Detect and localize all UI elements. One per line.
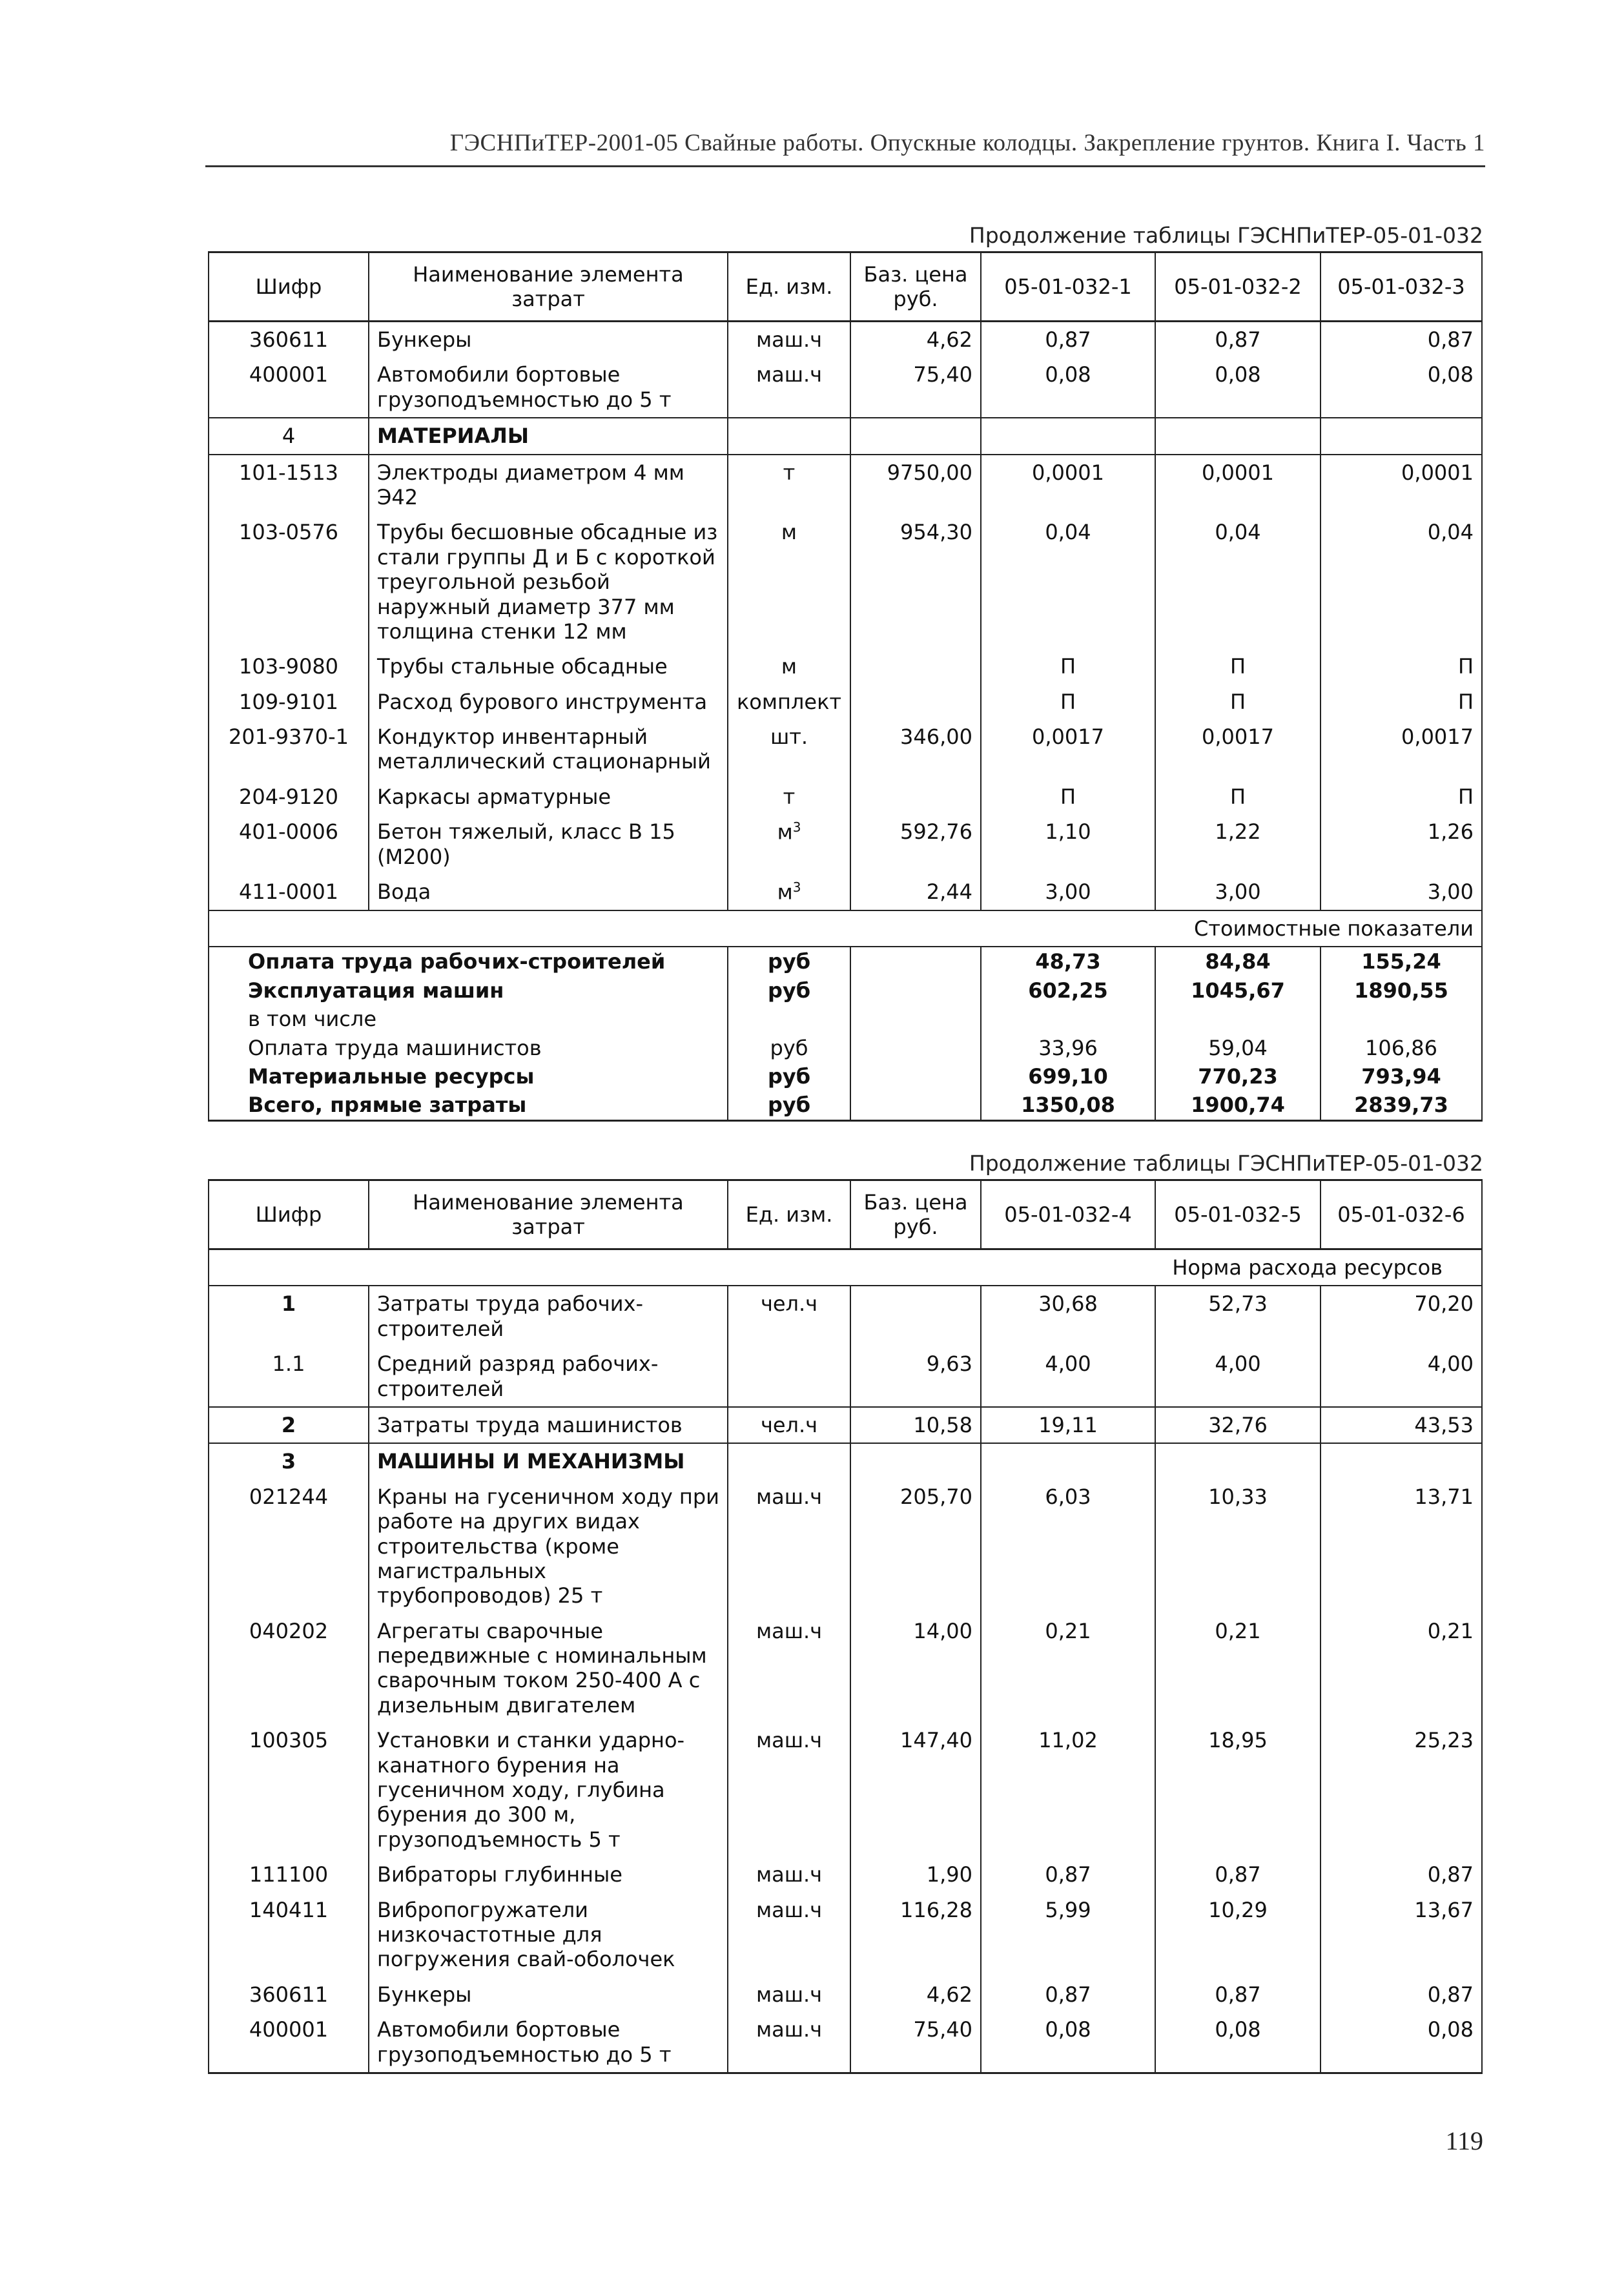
row-name: Автомобили бортовые грузоподъемностью до 5 т — [369, 2012, 728, 2073]
col-header: 05-01-032-2 — [1155, 252, 1321, 322]
row-value-2: 52,73 — [1155, 1286, 1321, 1346]
row-value-3: 0,0017 — [1321, 719, 1482, 779]
table-row — [209, 1977, 1482, 2012]
row-code: 360611 — [209, 1977, 369, 2012]
row-value-3: 13,71 — [1321, 1479, 1482, 1614]
row-name: Затраты труда рабочих-строителей — [369, 1286, 728, 1346]
row-code: 101-1513 — [209, 455, 369, 515]
cost-value-2: 770,23 — [1155, 1062, 1321, 1091]
row-value-2: 1,22 — [1155, 814, 1321, 874]
row-unit — [728, 322, 850, 358]
row-value-1: 19,11 — [981, 1407, 1155, 1443]
cost-value-3: 2839,73 — [1321, 1091, 1482, 1120]
table-row — [209, 684, 1482, 719]
row-price: 14,00 — [850, 1614, 981, 1723]
cost-price — [850, 947, 981, 976]
header-rule — [205, 165, 1485, 167]
table-row — [209, 1614, 1482, 1723]
unit-text: м — [777, 819, 793, 845]
row-unit — [728, 1479, 850, 1614]
cost-row — [209, 1062, 1482, 1091]
row-value-2: П — [1155, 684, 1321, 719]
row-value-3: 1,26 — [1321, 814, 1482, 874]
table1-caption: Продолжение таблицы ГЭСНПиТЕР-05-01-032 — [969, 223, 1483, 248]
cost-row — [209, 1034, 1482, 1062]
cost-label: Всего, прямые затраты — [209, 1091, 728, 1120]
cost-value-2: 1045,67 — [1155, 976, 1321, 1005]
row-value-3: 13,67 — [1321, 1893, 1482, 1977]
row-value-2: 0,87 — [1155, 1977, 1321, 2012]
cost-label: Материальные ресурсы — [209, 1062, 728, 1091]
row-value-3: 3,00 — [1321, 874, 1482, 910]
cost-title-row — [209, 910, 1482, 947]
row-price: 954,30 — [850, 515, 981, 649]
row-unit — [728, 357, 850, 418]
row-name: Средний разряд рабочих-строителей — [369, 1346, 728, 1407]
row-name: Бункеры — [369, 322, 728, 358]
page-header: ГЭСНПиТЕР-2001-05 Свайные работы. Опускные колодцы. Закрепление грунтов. Книга I. Часть 1 — [449, 130, 1485, 156]
row-code: 360611 — [209, 322, 369, 358]
row-unit — [728, 418, 850, 454]
row-name: Расход бурового инструмента — [369, 684, 728, 719]
row-code: 103-0576 — [209, 515, 369, 649]
row-name: МАШИНЫ И МЕХАНИЗМЫ — [369, 1443, 728, 1479]
unit-text: маш.ч — [755, 1862, 823, 1887]
row-value-1: 0,87 — [981, 1977, 1155, 2012]
row-code: 109-9101 — [209, 684, 369, 719]
row-value-2: 0,04 — [1155, 515, 1321, 649]
cost-label: Эксплуатация машин — [209, 976, 728, 1005]
row-value-3: 43,53 — [1321, 1407, 1482, 1443]
row-value-2: 4,00 — [1155, 1346, 1321, 1407]
row-value-1: 0,21 — [981, 1614, 1155, 1723]
cost-unit: руб — [728, 947, 850, 976]
cost-value-3 — [1321, 1005, 1482, 1033]
row-price: 147,40 — [850, 1723, 981, 1857]
unit-text: чел.ч — [760, 1291, 818, 1317]
row-value-2: 0,87 — [1155, 322, 1321, 358]
row-value-3: 0,08 — [1321, 2012, 1482, 2073]
row-name: Автомобили бортовые грузоподъемностью до 5 т — [369, 357, 728, 418]
col-header: Баз. цена руб. — [850, 1180, 981, 1249]
cost-row — [209, 1005, 1482, 1033]
cost-unit: руб — [728, 976, 850, 1005]
row-code: 021244 — [209, 1479, 369, 1614]
row-value-1: 1,10 — [981, 814, 1155, 874]
row-code: 111100 — [209, 1857, 369, 1892]
row-value-2: 0,21 — [1155, 1614, 1321, 1723]
row-name: Вибропогружатели низкочастотные для погружения свай-оболочек — [369, 1893, 728, 1977]
row-name: Бетон тяжелый, класс В 15 (М200) — [369, 814, 728, 874]
row-value-2: 0,08 — [1155, 2012, 1321, 2073]
cost-label: в том числе — [209, 1005, 728, 1033]
row-unit — [728, 1893, 850, 1977]
cost-label: Оплата труда машинистов — [209, 1034, 728, 1062]
cost-value-1 — [981, 1005, 1155, 1033]
table2-caption: Продолжение таблицы ГЭСНПиТЕР-05-01-032 — [969, 1151, 1483, 1176]
row-value-3: 4,00 — [1321, 1346, 1482, 1407]
col-header: Ед. изм. — [728, 1180, 850, 1249]
table-row — [209, 779, 1482, 814]
row-name: Трубы стальные обсадные — [369, 649, 728, 684]
row-value-3: 0,87 — [1321, 322, 1482, 358]
row-value-3: П — [1321, 684, 1482, 719]
row-price: 75,40 — [850, 2012, 981, 2073]
row-name: Электроды диаметром 4 мм Э42 — [369, 455, 728, 515]
table-row — [209, 1407, 1482, 1443]
table1-header-row — [209, 252, 1482, 322]
table-row — [209, 1443, 1482, 1479]
col-header: 05-01-032-6 — [1321, 1180, 1482, 1249]
row-price: 10,58 — [850, 1407, 981, 1443]
row-price — [850, 649, 981, 684]
row-unit — [728, 874, 850, 910]
row-price: 346,00 — [850, 719, 981, 779]
unit-text: маш.ч — [755, 1484, 823, 1509]
col-header: Шифр — [209, 1180, 369, 1249]
row-value-3: 70,20 — [1321, 1286, 1482, 1346]
unit-text: т — [783, 784, 796, 809]
row-price: 1,90 — [850, 1857, 981, 1892]
row-value-2 — [1155, 418, 1321, 454]
row-value-1: 0,04 — [981, 515, 1155, 649]
row-value-3: 0,04 — [1321, 515, 1482, 649]
cost-value-3: 1890,55 — [1321, 976, 1482, 1005]
row-value-2: 0,87 — [1155, 1857, 1321, 1892]
row-code: 204-9120 — [209, 779, 369, 814]
cost-value-1: 699,10 — [981, 1062, 1155, 1091]
unit-superscript: 3 — [792, 879, 801, 896]
row-value-3: 0,0001 — [1321, 455, 1482, 515]
unit-text: маш.ч — [755, 1897, 823, 1922]
row-name: Агрегаты сварочные передвижные с номинальным сварочным током 250-400 А с дизельным двигателем — [369, 1614, 728, 1723]
row-value-1: 0,87 — [981, 322, 1155, 358]
row-value-1: 0,0001 — [981, 455, 1155, 515]
cost-value-3: 106,86 — [1321, 1034, 1482, 1062]
row-value-1 — [981, 1443, 1155, 1479]
table-row — [209, 719, 1482, 779]
cost-price — [850, 1034, 981, 1062]
cost-row — [209, 1091, 1482, 1120]
row-code: 400001 — [209, 357, 369, 418]
col-header: Ед. изм. — [728, 252, 850, 322]
cost-value-3: 155,24 — [1321, 947, 1482, 976]
row-code: 1.1 — [209, 1346, 369, 1407]
cost-unit: руб — [728, 1034, 850, 1062]
row-unit — [728, 515, 850, 649]
row-value-2: 32,76 — [1155, 1407, 1321, 1443]
row-code: 140411 — [209, 1893, 369, 1977]
row-unit — [728, 814, 850, 874]
row-unit — [728, 1443, 850, 1479]
row-code: 1 — [209, 1286, 369, 1346]
row-value-2: 0,0017 — [1155, 719, 1321, 779]
table-row — [209, 874, 1482, 910]
unit-text: маш.ч — [755, 1982, 823, 2007]
norm-title-row — [209, 1249, 1482, 1286]
row-unit — [728, 455, 850, 515]
row-value-2 — [1155, 1443, 1321, 1479]
cost-row — [209, 947, 1482, 976]
norm-title: Норма расхода ресурсов — [209, 1249, 1482, 1286]
unit-text: маш.ч — [755, 2017, 823, 2042]
row-value-3: 25,23 — [1321, 1723, 1482, 1857]
row-code: 4 — [209, 418, 369, 454]
row-unit — [728, 719, 850, 779]
table-row — [209, 322, 1482, 358]
row-code: 040202 — [209, 1614, 369, 1723]
col-header: Шифр — [209, 252, 369, 322]
row-value-1 — [981, 418, 1155, 454]
row-unit — [728, 1614, 850, 1723]
row-price: 205,70 — [850, 1479, 981, 1614]
row-price: 9,63 — [850, 1346, 981, 1407]
row-unit — [728, 1977, 850, 2012]
row-value-3 — [1321, 1443, 1482, 1479]
row-code: 411-0001 — [209, 874, 369, 910]
unit-text: чел.ч — [760, 1412, 818, 1437]
row-value-2: 18,95 — [1155, 1723, 1321, 1857]
unit-text: шт. — [770, 724, 808, 750]
cost-price — [850, 1062, 981, 1091]
row-value-2: П — [1155, 649, 1321, 684]
row-unit — [728, 1346, 850, 1407]
row-value-1: П — [981, 779, 1155, 814]
table-row — [209, 1893, 1482, 1977]
row-value-1: П — [981, 684, 1155, 719]
row-value-2: П — [1155, 779, 1321, 814]
row-value-1: П — [981, 649, 1155, 684]
row-value-1: 6,03 — [981, 1479, 1155, 1614]
row-price — [850, 684, 981, 719]
row-price — [850, 1443, 981, 1479]
row-price: 4,62 — [850, 1977, 981, 2012]
cost-value-3: 793,94 — [1321, 1062, 1482, 1091]
row-value-2: 10,33 — [1155, 1479, 1321, 1614]
unit-text: маш.ч — [755, 1728, 823, 1753]
col-header: Наименование элемента затрат — [369, 1180, 728, 1249]
row-value-1: 30,68 — [981, 1286, 1155, 1346]
row-code: 401-0006 — [209, 814, 369, 874]
row-value-3 — [1321, 418, 1482, 454]
row-price — [850, 418, 981, 454]
table-row — [209, 357, 1482, 418]
col-header: 05-01-032-1 — [981, 252, 1155, 322]
row-value-3: П — [1321, 649, 1482, 684]
cost-row — [209, 976, 1482, 1005]
cost-unit: руб — [728, 1091, 850, 1120]
row-unit — [728, 649, 850, 684]
cost-price — [850, 1091, 981, 1120]
cost-title: Стоимостные показатели — [209, 910, 1482, 947]
row-value-3: П — [1321, 779, 1482, 814]
row-value-3: 0,87 — [1321, 1977, 1482, 2012]
cost-unit: руб — [728, 1062, 850, 1091]
row-unit — [728, 1286, 850, 1346]
col-header: 05-01-032-4 — [981, 1180, 1155, 1249]
cost-value-1: 33,96 — [981, 1034, 1155, 1062]
row-price: 592,76 — [850, 814, 981, 874]
cost-price — [850, 1005, 981, 1033]
unit-text: м — [777, 879, 793, 905]
row-unit — [728, 1723, 850, 1857]
row-value-2: 0,0001 — [1155, 455, 1321, 515]
row-value-1: 0,0017 — [981, 719, 1155, 779]
table-row — [209, 1286, 1482, 1346]
col-header: Наименование элемента затрат — [369, 252, 728, 322]
unit-text: т — [783, 460, 796, 485]
row-value-1: 0,87 — [981, 1857, 1155, 1892]
unit-text: м — [781, 654, 797, 679]
row-name: Трубы бесшовные обсадные из стали группы Д и Б с короткой треугольной резьбой наружный диаметр 377 мм толщина стенки 12 мм — [369, 515, 728, 649]
row-name: Каркасы арматурные — [369, 779, 728, 814]
row-value-2: 0,08 — [1155, 357, 1321, 418]
col-header: Баз. цена руб. — [850, 252, 981, 322]
row-price: 2,44 — [850, 874, 981, 910]
cost-unit — [728, 1005, 850, 1033]
unit-text: маш.ч — [755, 362, 823, 387]
row-name: Бункеры — [369, 1977, 728, 2012]
table-row — [209, 1723, 1482, 1857]
row-value-1: 0,08 — [981, 357, 1155, 418]
row-value-2: 10,29 — [1155, 1893, 1321, 1977]
table2 — [208, 1179, 1483, 2074]
row-code: 201-9370-1 — [209, 719, 369, 779]
table-row — [209, 418, 1482, 454]
row-code: 3 — [209, 1443, 369, 1479]
row-value-1: 4,00 — [981, 1346, 1155, 1407]
table-row — [209, 515, 1482, 649]
row-value-1: 11,02 — [981, 1723, 1155, 1857]
table-row — [209, 455, 1482, 515]
row-name: Установки и станки ударно-канатного бурения на гусеничном ходу, глубина бурения до 300 м, грузоподъемность 5 т — [369, 1723, 728, 1857]
unit-text: комплект — [736, 689, 842, 714]
row-name: МАТЕРИАЛЫ — [369, 418, 728, 454]
page-number: 119 — [1445, 2126, 1483, 2155]
cost-value-1: 48,73 — [981, 947, 1155, 976]
cost-value-2: 1900,74 — [1155, 1091, 1321, 1120]
table-row — [209, 1857, 1482, 1892]
row-price: 75,40 — [850, 357, 981, 418]
cost-value-2: 84,84 — [1155, 947, 1321, 976]
unit-text: маш.ч — [755, 1618, 823, 1643]
row-code: 2 — [209, 1407, 369, 1443]
row-unit — [728, 2012, 850, 2073]
row-name: Кондуктор инвентарный металлический стационарный — [369, 719, 728, 779]
row-value-1: 3,00 — [981, 874, 1155, 910]
table-row — [209, 1479, 1482, 1614]
unit-text: м — [781, 520, 797, 545]
cost-value-1: 1350,08 — [981, 1091, 1155, 1120]
row-code: 103-9080 — [209, 649, 369, 684]
row-value-1: 5,99 — [981, 1893, 1155, 1977]
row-value-3: 0,21 — [1321, 1614, 1482, 1723]
table1 — [208, 251, 1483, 1122]
row-value-1: 0,08 — [981, 2012, 1155, 2073]
row-name: Краны на гусеничном ходу при работе на других видах строительства (кроме магистральных трубопроводов) 25 т — [369, 1479, 728, 1614]
table-row — [209, 649, 1482, 684]
row-code: 100305 — [209, 1723, 369, 1857]
unit-superscript: 3 — [792, 819, 801, 836]
cost-value-1: 602,25 — [981, 976, 1155, 1005]
cost-price — [850, 976, 981, 1005]
row-name: Вибраторы глубинные — [369, 1857, 728, 1892]
row-price — [850, 1286, 981, 1346]
row-code: 400001 — [209, 2012, 369, 2073]
unit-text: маш.ч — [755, 327, 823, 352]
table2-header-row — [209, 1180, 1482, 1249]
row-price: 4,62 — [850, 322, 981, 358]
row-value-3: 0,87 — [1321, 1857, 1482, 1892]
cost-value-2: 59,04 — [1155, 1034, 1321, 1062]
col-header: 05-01-032-5 — [1155, 1180, 1321, 1249]
row-name: Вода — [369, 874, 728, 910]
row-price — [850, 779, 981, 814]
row-unit — [728, 779, 850, 814]
row-unit — [728, 1857, 850, 1892]
row-price: 116,28 — [850, 1893, 981, 1977]
row-value-2: 3,00 — [1155, 874, 1321, 910]
table-row — [209, 1346, 1482, 1407]
row-price: 9750,00 — [850, 455, 981, 515]
row-value-3: 0,08 — [1321, 357, 1482, 418]
col-header: 05-01-032-3 — [1321, 252, 1482, 322]
row-unit — [728, 684, 850, 719]
cost-value-2 — [1155, 1005, 1321, 1033]
cost-label: Оплата труда рабочих-строителей — [209, 947, 728, 976]
table-row — [209, 814, 1482, 874]
row-unit — [728, 1407, 850, 1443]
row-name: Затраты труда машинистов — [369, 1407, 728, 1443]
table-row — [209, 2012, 1482, 2073]
